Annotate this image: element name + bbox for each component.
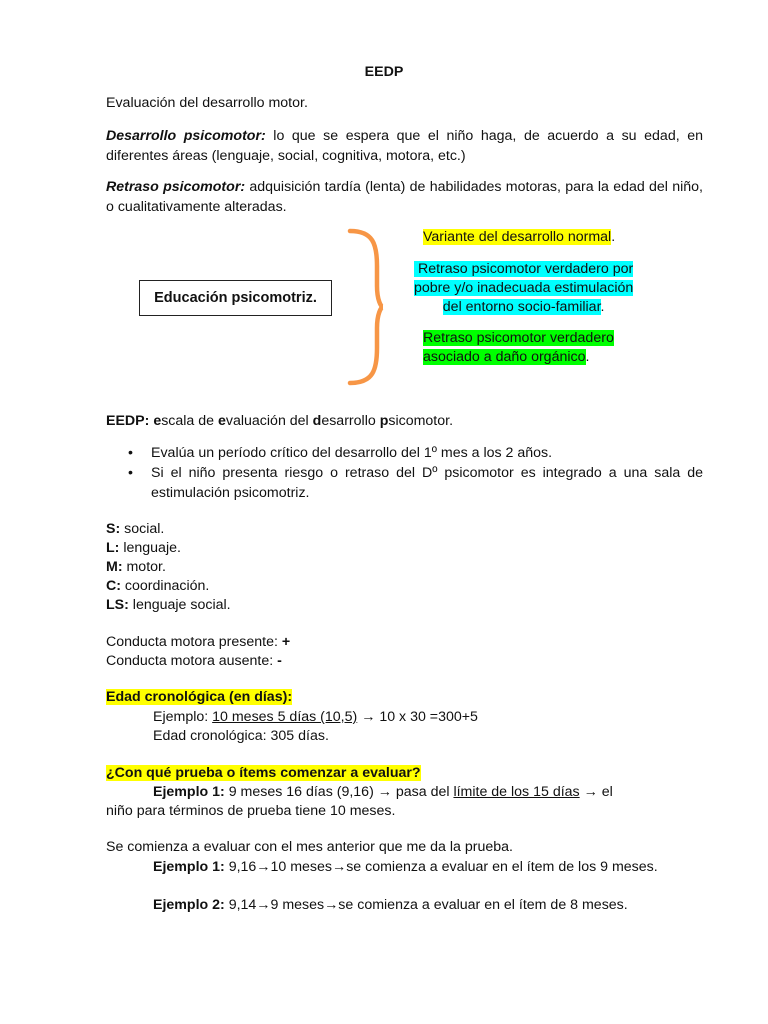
abbrev-key: M:: [106, 559, 123, 575]
bullet-icon: •: [128, 465, 133, 481]
list-item: [106, 539, 231, 558]
word-rest: esarrollo: [321, 413, 380, 429]
example-calc: → 10 x 30 =300+5: [357, 709, 478, 725]
initial-p: p: [379, 413, 389, 429]
list-item: [106, 577, 231, 596]
prueba-heading: [106, 765, 421, 781]
definition-text: lo que se espera que el niño haga, de acuerdo a su edad, en diferentes áreas (lenguaje, social, cognitiva, motora, etc.): [106, 128, 703, 164]
conducta-sign: -: [277, 653, 282, 669]
definition-desarrollo: [106, 126, 703, 166]
example-label: Ejemplo 1:: [153, 784, 225, 800]
brace-shape: [350, 231, 383, 383]
comienza-example-2: [153, 897, 628, 913]
definition-retraso: [106, 177, 703, 217]
definition-text: adquisición tardía (lenta) de habilidades motoras, para la edad del niño, o cualitativamente alteradas.: [106, 179, 703, 215]
example-text: 9,14→9 meses→se comienza a evaluar en el ítem de 8 meses.: [224, 897, 628, 913]
cyan-line-3: del entorno socio-familiar: [442, 299, 601, 315]
variante-text: Variante del desarrollo normal: [423, 229, 612, 245]
example-text: → el: [579, 784, 613, 800]
variante-note: Variante del desarrollo normal.: [423, 229, 616, 245]
abbreviation-list: [106, 520, 231, 615]
retraso-organico-note: Retraso psicomotor verdadero asociado a daño orgánico.: [423, 330, 614, 365]
comienza-example-1: [153, 859, 658, 875]
example-text: 9,16→10 meses→se comienza a evaluar en el ítem de los 9 meses.: [224, 859, 658, 875]
abbrev-value: motor.: [122, 559, 166, 575]
cyan-line-2: pobre y/o inadecuada estimulación: [414, 280, 634, 296]
example-label: Ejemplo:: [153, 709, 213, 725]
list-item: [106, 596, 231, 615]
abbrev-value: social.: [120, 521, 165, 537]
conducta-label: Conducta motora presente:: [106, 634, 282, 650]
edad-heading: [106, 689, 292, 705]
definition-term: Desarrollo psicomotor:: [106, 128, 266, 144]
definition-term: Retraso psicomotor:: [106, 179, 246, 195]
list-item: [106, 558, 231, 577]
abbrev-value: lenguaje.: [119, 540, 181, 556]
green-line-1: Retraso psicomotor verdadero: [423, 330, 614, 346]
edad-result: Edad cronológica: 305 días.: [153, 728, 329, 744]
initial-e: e: [218, 413, 226, 429]
list-item: [106, 463, 703, 503]
example-label: Ejemplo 2:: [153, 897, 225, 913]
prueba-example-cont: niño para términos de prueba tiene 10 meses.: [106, 803, 396, 819]
list-item: [106, 652, 290, 671]
abbrev-key: L:: [106, 540, 120, 556]
abbrev-value: lenguaje social.: [128, 597, 231, 613]
abbrev-key: LS:: [106, 597, 129, 613]
eedp-definition: [106, 413, 453, 429]
prueba-example: [153, 784, 613, 800]
word-rest: scala de: [161, 413, 218, 429]
prueba-heading-text: ¿Con qué prueba o ítems comenzar a evaluar?: [106, 765, 421, 781]
educacion-box: Educación psicomotriz.: [139, 280, 332, 316]
example-label: Ejemplo 1:: [153, 859, 225, 875]
list-item: [106, 633, 290, 652]
conducta-label: Conducta motora ausente:: [106, 653, 278, 669]
bullet-text: Si el niño presenta riesgo o retraso del Dº psicomotor es integrado a una sala de estimulación psicomotriz.: [151, 465, 703, 501]
cyan-line-1: Retraso psicomotor verdadero por: [414, 261, 634, 277]
bullet-icon: •: [128, 445, 133, 461]
conducta-sign: +: [281, 634, 291, 650]
green-line-2: asociado a daño orgánico: [423, 349, 586, 365]
eedp-term: EEDP:: [106, 413, 150, 429]
abbrev-key: S:: [106, 521, 121, 537]
example-underlined: 10 meses 5 días (10,5): [212, 709, 358, 725]
word-rest: sicomotor.: [388, 413, 454, 429]
initial-d: d: [312, 413, 322, 429]
conducta-list: [106, 633, 290, 671]
curly-brace-icon: [345, 226, 385, 388]
edad-example: [153, 709, 478, 725]
retraso-estimulacion-note: Retraso psicomotor verdadero por pobre y/o inadecuada estimulación del entorno socio-familiar.: [414, 261, 634, 315]
word-rest: valuación del: [225, 413, 313, 429]
initial-e: e: [153, 413, 162, 429]
example-underlined: límite de los 15 días: [453, 784, 580, 800]
abbrev-key: C:: [106, 578, 121, 594]
bullet-list: [106, 443, 703, 503]
list-item: [106, 443, 703, 463]
example-text: 9 meses 16 días (9,16) → pasa del: [224, 784, 454, 800]
comienza-intro: Se comienza a evaluar con el mes anterior que me da la prueba.: [106, 839, 513, 855]
abbrev-value: coordinación.: [120, 578, 210, 594]
intro-text: Evaluación del desarrollo motor.: [106, 95, 308, 111]
page-title: EEDP: [364, 64, 404, 80]
edad-heading-text: Edad cronológica (en días):: [106, 689, 293, 705]
bullet-text: Evalúa un período crítico del desarrollo del 1º mes a los 2 años.: [151, 445, 553, 461]
list-item: [106, 520, 231, 539]
